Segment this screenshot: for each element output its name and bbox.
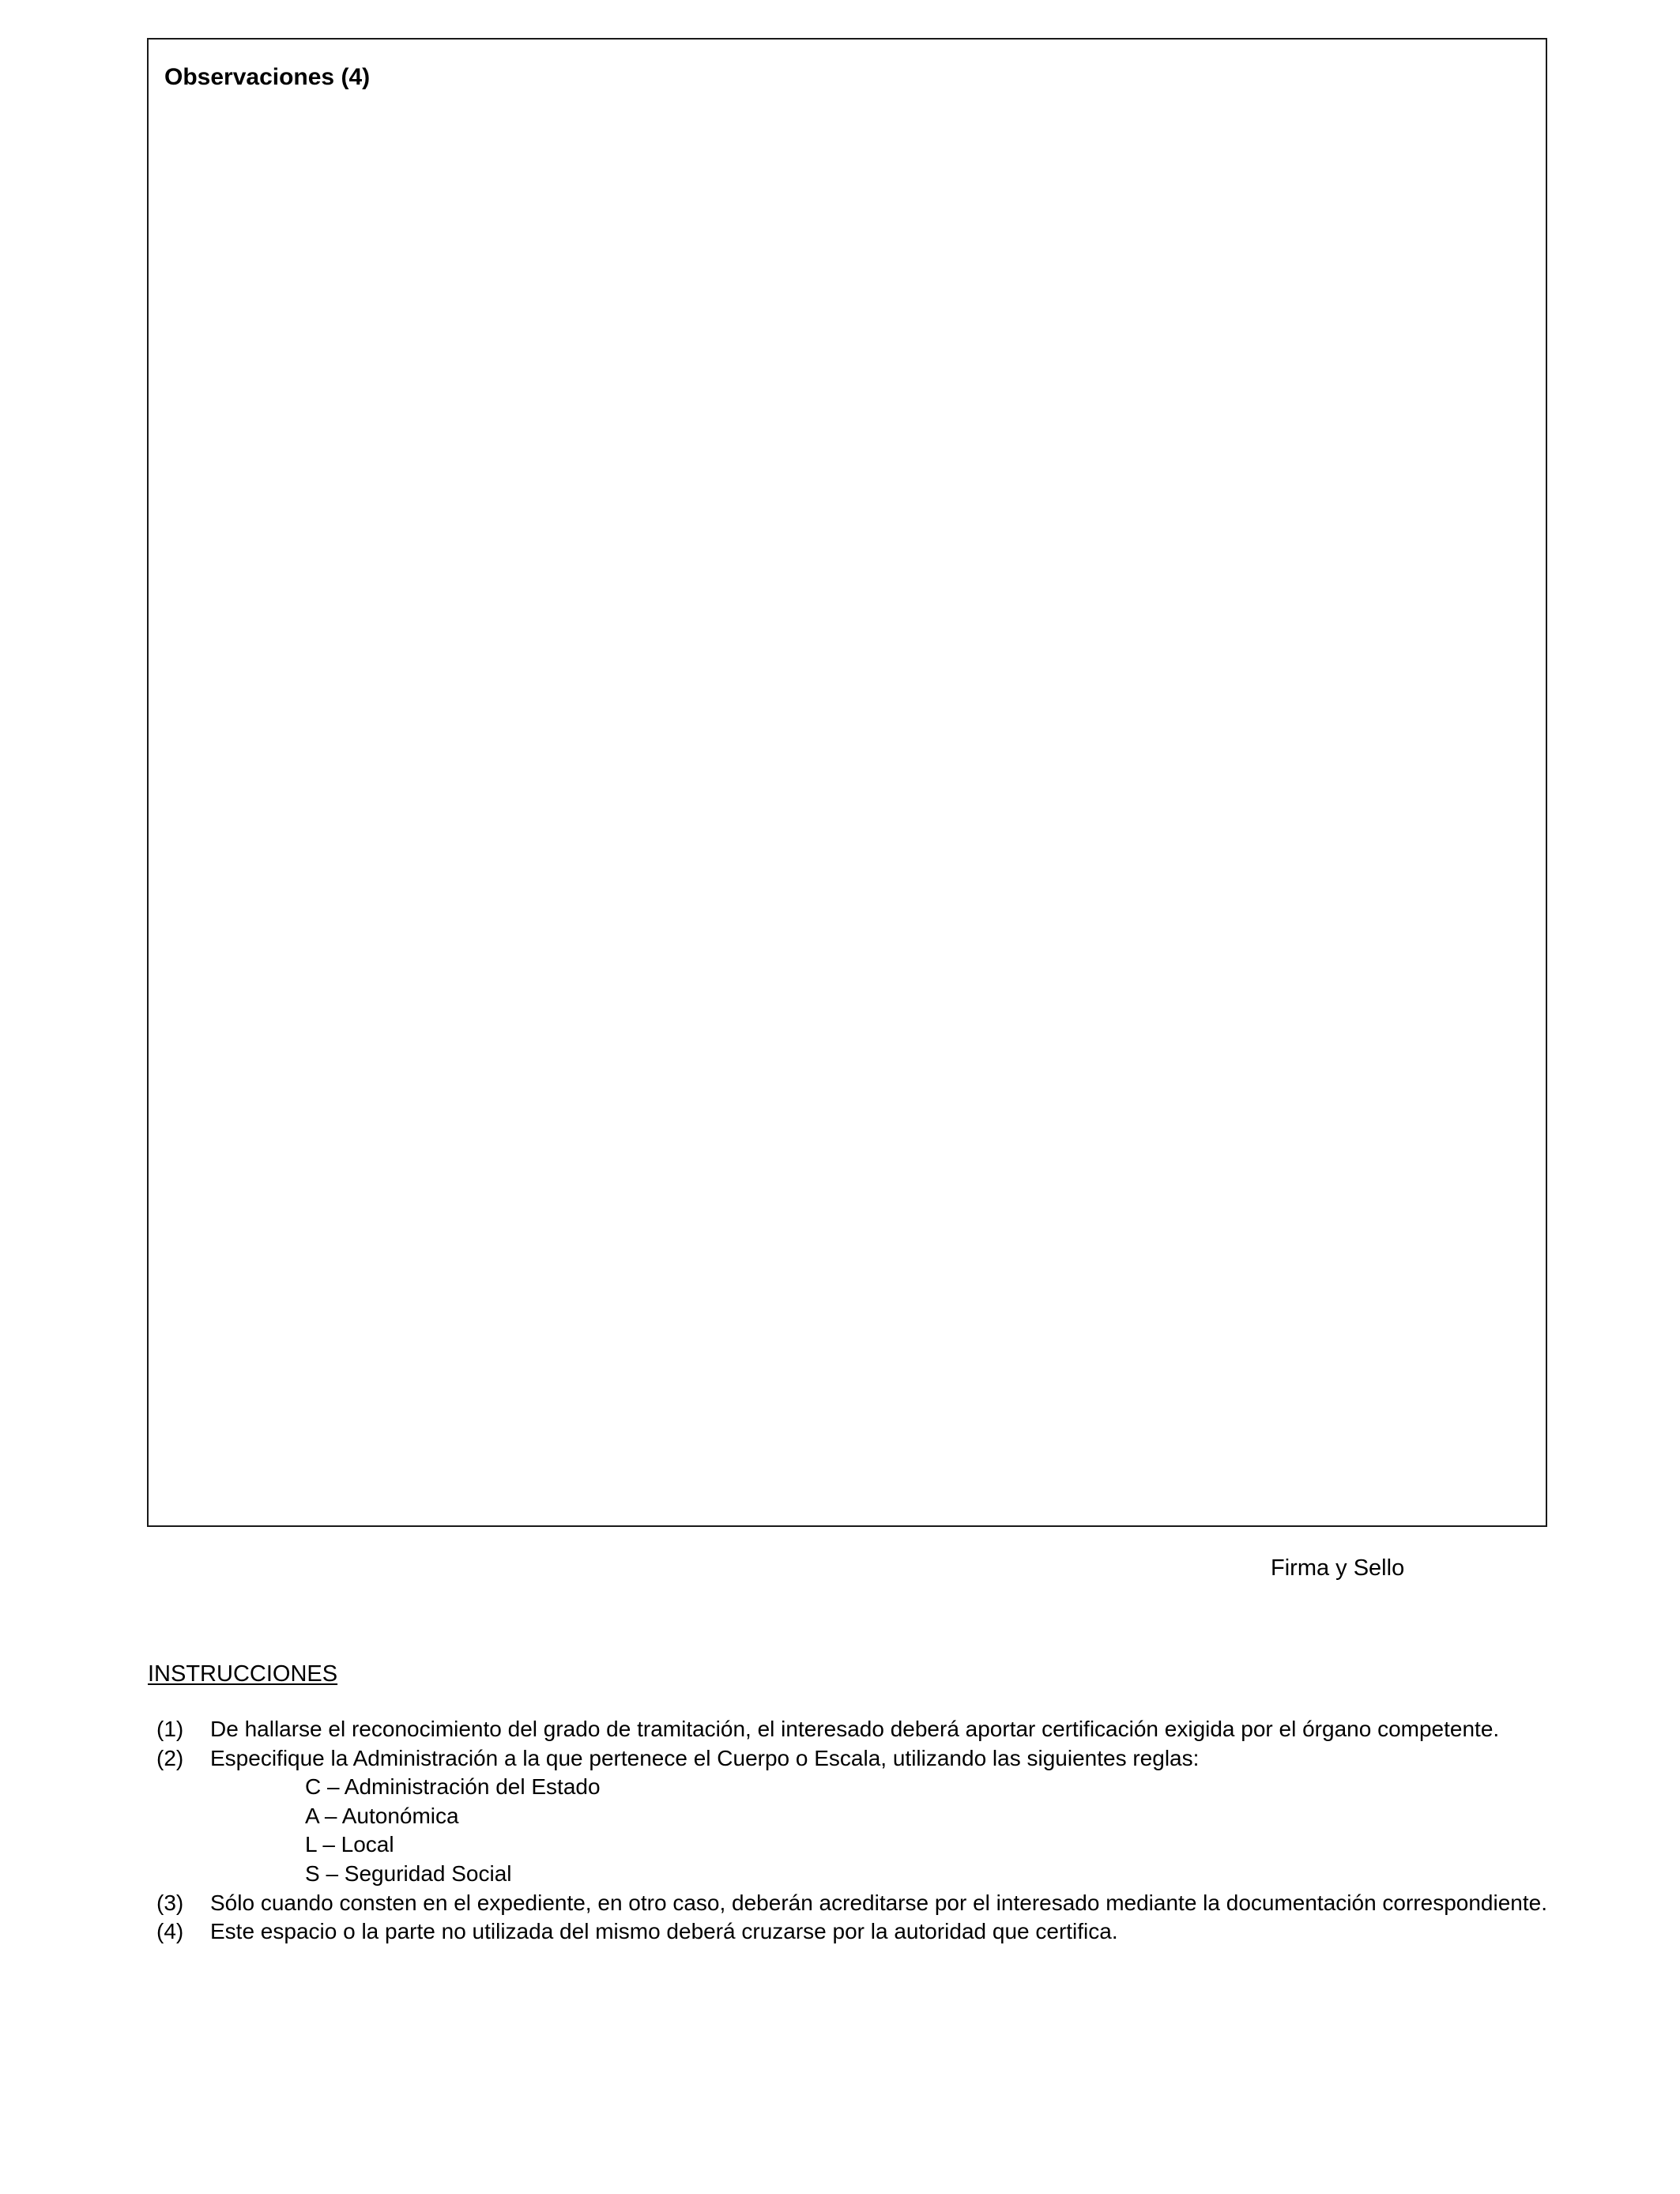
instructions-list	[156, 1715, 1563, 1947]
administration-rule-c	[156, 1773, 1563, 1802]
instruction-number: (4)	[156, 1919, 184, 1944]
instruction-text: Especifique la Administración a la que pertenece el Cuerpo o Escala, utilizando las siguientes reglas:	[210, 1745, 1200, 1770]
rule-text: L – Local	[305, 1832, 394, 1857]
instruction-item-1	[156, 1715, 1563, 1744]
observations-box	[147, 38, 1547, 1527]
instruction-item-2	[156, 1744, 1563, 1774]
observations-title: Observaciones (4)	[164, 64, 371, 90]
rule-text: S – Seguridad Social	[305, 1860, 512, 1886]
rule-text: A – Autonómica	[305, 1803, 459, 1828]
instructions-heading: INSTRUCCIONES	[148, 1661, 338, 1687]
instruction-item-3	[156, 1889, 1563, 1918]
rule-text: C – Administración del Estado	[305, 1774, 601, 1800]
instruction-item-4	[156, 1917, 1563, 1947]
instruction-text: Este espacio o la parte no utilizada del mismo deberá cruzarse por la autoridad que certifica.	[210, 1919, 1118, 1944]
instruction-number: (3)	[156, 1890, 184, 1915]
signature-label: Firma y Sello	[1271, 1555, 1405, 1581]
instruction-number: (2)	[156, 1745, 184, 1770]
instruction-text: Sólo cuando consten en el expediente, en otro caso, deberán acreditarse por el interesado mediante la documentación correspondiente.	[210, 1890, 1548, 1915]
administration-rule-l	[156, 1830, 1563, 1860]
instruction-text: De hallarse el reconocimiento del grado de tramitación, el interesado deberá aportar certificación exigida por el órgano competente.	[210, 1717, 1500, 1741]
instruction-number: (1)	[156, 1717, 184, 1741]
administration-rule-a	[156, 1802, 1563, 1831]
administration-rule-s	[156, 1860, 1563, 1889]
